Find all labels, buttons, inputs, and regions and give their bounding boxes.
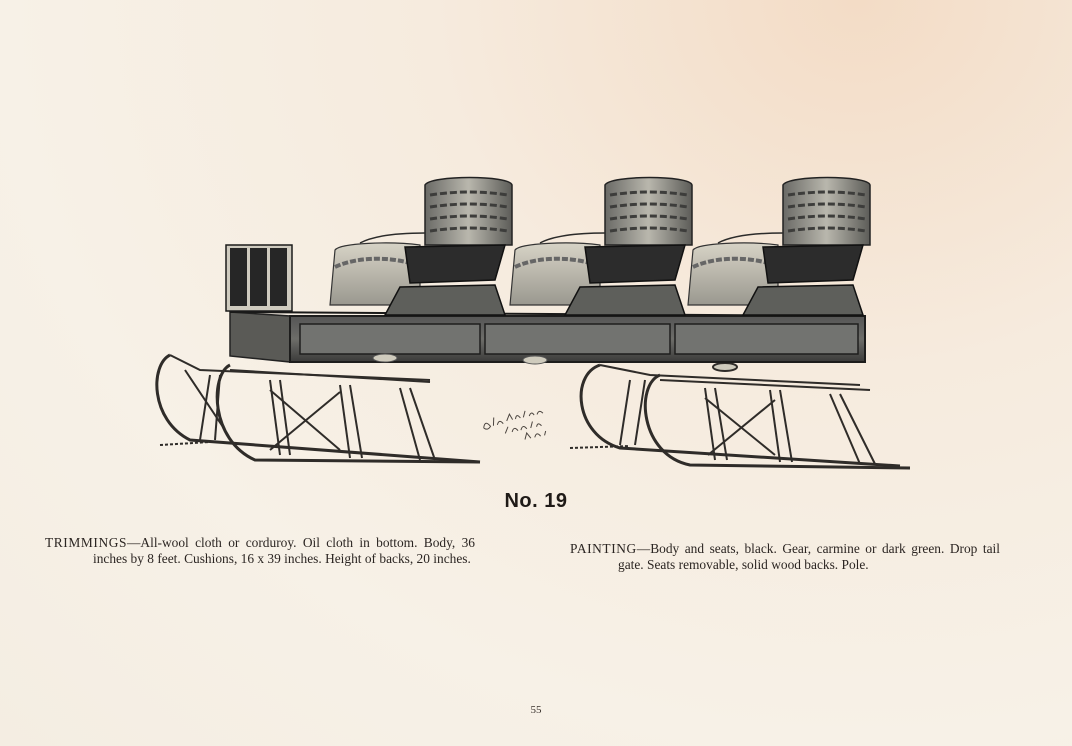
painting-text: —Body and seats, black. Gear, carmine or dark green. Drop tail gate. Seats removable, solid wood backs. Pole.: [618, 541, 1000, 572]
painting-paragraph: [570, 541, 1000, 573]
rear-runner-gear: [157, 355, 480, 462]
trimmings-paragraph: [45, 535, 475, 567]
page-number: 55: [530, 704, 542, 716]
sleigh-body: [230, 312, 865, 364]
tail-gate: [226, 245, 292, 311]
trimmings-text: —All-wool cloth or corduroy. Oil cloth in bottom. Body, 36 inches by 8 feet. Cushions, 16 x 39 inches. Height of backs, 20 inches.: [93, 535, 475, 566]
seat-front: [688, 178, 870, 316]
seat-middle: [510, 178, 692, 316]
painting-lead: PAINTING: [570, 541, 637, 556]
maker-imprint: [482, 407, 547, 447]
front-runner-gear: [570, 363, 910, 468]
model-title: No. 19: [504, 490, 568, 512]
trimmings-lead: TRIMMINGS: [45, 535, 128, 550]
sleigh-illustration: [130, 170, 920, 475]
seat-rear: [330, 178, 512, 316]
